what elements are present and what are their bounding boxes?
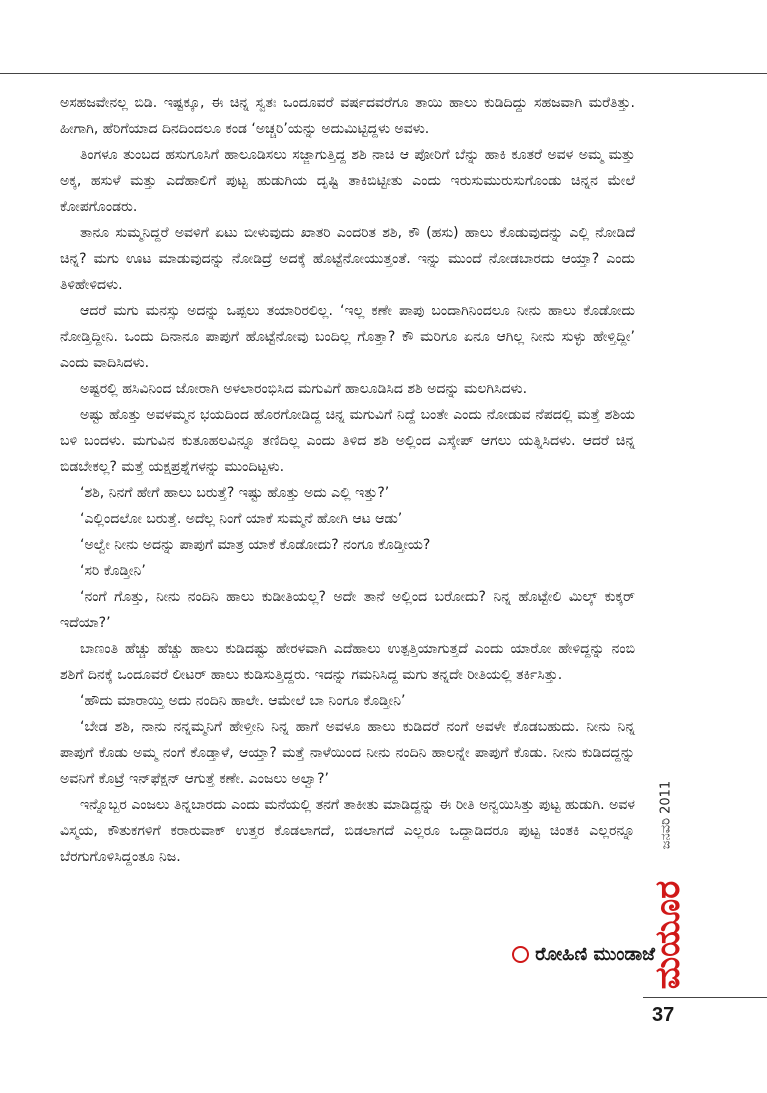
paragraph: ಅಸಹಜವೇನಲ್ಲ ಬಿಡಿ. ಇಷ್ಟಕ್ಕೂ, ಈ ಚಿನ್ನ ಸ್ವತಃ ಒಂದೂವರೆ ವರ್ಷದವರೆಗೂ ತಾಯಿ ಹಾಲು ಕುಡಿದಿದ್ದು ಸಹಜವಾಗಿ ಮರೆತಿತ್ತು. ಹೀಗಾಗಿ, ಹೆರಿಗೆಯಾದ ದಿನದಿಂದಲೂ ಕಂಡ ‘ಅಚ್ಚರಿ’ಯನ್ನು ಅದುಮಿಟ್ಟಿದ್ದಳು ಅವಳು. bbox=[60, 95, 635, 137]
footer-divider bbox=[643, 997, 767, 998]
paragraph: ಅಷ್ಟು ಹೊತ್ತು ಅವಳಮ್ಮನ ಭಯದಿಂದ ಹೊರಗೋಡಿದ್ದ ಚಿನ್ನ ಮಗುವಿಗೆ ನಿದ್ದೆ ಬಂತೇ ಎಂದು ನೋಡುವ ನೆಪದಲ್ಲಿ ಮತ್ತೆ ಶಶಿಯ ಬಳಿ ಬಂದಳು. ಮಗುವಿನ ಕುತೂಹಲವಿನ್ನೂ ತಣಿದಿಲ್ಲ ಎಂದು ತಿಳಿದ ಶಶಿ ಅಲ್ಲಿಂದ ಎಸ್ಕೇಪ್ ಆಗಲು ಯತ್ನಿಸಿದಳು. ಆದರೆ ಚಿನ್ನ ಬಿಡಬೇಕಲ್ಲ? ಮತ್ತೆ ಯಕ್ಷಪ್ರಶ್ನೆಗಳನ್ನು ಮುಂದಿಟ್ಟಳು. bbox=[60, 407, 635, 475]
paragraph: ಅಷ್ಟರಲ್ಲಿ ಹಸಿವಿನಿಂದ ಜೋರಾಗಿ ಅಳಲಾರಂಭಿಸಿದ ಮಗುವಿಗೆ ಹಾಲೂಡಿಸಿದ ಶಶಿ ಅದನ್ನು ಮಲಗಿಸಿದಳು. bbox=[80, 381, 528, 397]
paragraph: ತಾನೂ ಸುಮ್ಮನಿದ್ದರೆ ಅವಳಿಗೆ ಏಟು ಬೀಳುವುದು ಖಾತರಿ ಎಂದರಿತ ಶಶಿ, ಕೌ (ಹಸು) ಹಾಲು ಕೊಡುವುದನ್ನು ಎಲ್ಲಿ ನೋಡಿದೆ ಚಿನ್ನ? ಮಗು ಊಟ ಮಾಡುವುದನ್ನು ನೋಡಿದ್ರೆ ಅದಕ್ಕೆ ಹೊಟ್ಟೆನೋಯುತ್ತಂತೆ. ಇನ್ನು ಮುಂದೆ ನೋಡಬಾರದು ಆಯ್ತಾ? ಎಂದು ತಿಳಿಹೇಳಿದಳು. bbox=[60, 225, 635, 293]
paragraph: ‘ಸರಿ ಕೊಡ್ತೀನಿ’ bbox=[80, 563, 146, 579]
paragraph: ಆದರೆ ಮಗು ಮನಸ್ಸು ಅದನ್ನು ಒಪ್ಪಲು ತಯಾರಿರಲಿಲ್ಲ. ‘ಇಲ್ಲ ಕಣೇ ಪಾಪು ಬಂದಾಗಿನಿಂದಲೂ ನೀನು ಹಾಲು ಕೊಡೋದು ನೋಡ್ತಿದ್ದೀನಿ. ಒಂದು ದಿನಾನೂ ಪಾಪುಗೆ ಹೊಟ್ಟೆನೋವು ಬಂದಿಲ್ಲ ಗೊತ್ತಾ? ಕೌ ಮರಿಗೂ ಏನೂ ಆಗಿಲ್ಲ ನೀನು ಸುಳ್ಳು ಹೇಳ್ತಿದ್ದೀ’ ಎಂದು ವಾದಿಸಿದಳು. bbox=[60, 303, 635, 371]
magazine-logo bbox=[646, 880, 690, 990]
paragraph: ಇನ್ನೊಬ್ಬರ ಎಂಜಲು ತಿನ್ನಬಾರದು ಎಂದು ಮನೆಯಲ್ಲಿ ತನಗೆ ತಾಕೀತು ಮಾಡಿದ್ದನ್ನು ಈ ರೀತಿ ಅನ್ವಯಿಸಿತ್ತು ಪುಟ್ಟ ಹುಡುಗಿ. ಅವಳ ವಿಸ್ಮಯ, ಕೌತುಕಗಳಿಗೆ ಕರಾರುವಾಕ್ ಉತ್ತರ ಕೊಡಲಾಗದೆ, ಬಿಡಲಾಗದೆ ಎಲ್ಲರೂ ಒದ್ದಾಡಿದರೂ ಪುಟ್ಟ ಚಿಂತಕಿ ಎಲ್ಲರನ್ನೂ ಬೆರಗುಗೊಳಿಸಿದ್ದಂತೂ ನಿಜ. bbox=[60, 797, 635, 865]
article-body bbox=[60, 90, 635, 870]
magazine-logo-text: ಮಯೂರ bbox=[648, 880, 688, 990]
issue-date bbox=[652, 760, 680, 870]
paragraph: ‘ಅಲ್ವೇ ನೀನು ಅದನ್ನು ಪಾಪುಗೆ ಮಾತ್ರ ಯಾಕೆ ಕೊಡೋದು? ನಂಗೂ ಕೊಡ್ತೀಯ? bbox=[80, 537, 431, 553]
page-number: 37 bbox=[652, 1004, 675, 1026]
issue-date-text: ಜನವರಿ 2011 bbox=[658, 780, 674, 850]
paragraph: ‘ಹೌದು ಮಾರಾಯ್ತಿ ಅದು ನಂದಿನಿ ಹಾಲೇ. ಆಮೇಲೆ ಬಾ ನಿಂಗೂ ಕೊಡ್ತೀನಿ’ bbox=[80, 693, 406, 709]
paragraph: ಬಾಣಂತಿ ಹೆಚ್ಚು ಹೆಚ್ಚು ಹಾಲು ಕುಡಿದಷ್ಟು ಹೇರಳವಾಗಿ ಎದೆಹಾಲು ಉತ್ಪತ್ತಿಯಾಗುತ್ತದೆ ಎಂದು ಯಾರೋ ಹೇಳಿದ್ದನ್ನು ನಂಬಿ ಶಶಿಗೆ ದಿನಕ್ಕೆ ಒಂದೂವರೆ ಲೀಟರ್ ಹಾಲು ಕುಡಿಸುತ್ತಿದ್ದರು. ಇದನ್ನು ಗಮನಿಸಿದ್ದ ಮಗು ತನ್ನದೇ ರೀತಿಯಲ್ಲಿ ತರ್ಕಿಸಿತ್ತು. bbox=[60, 641, 635, 683]
author-name: ರೋಹಿಣಿ ಮುಂಡಾಜೆ bbox=[535, 944, 655, 965]
paragraph: ‘ಶಶಿ, ನಿನಗೆ ಹೇಗೆ ಹಾಲು ಬರುತ್ತೆ? ಇಷ್ಟು ಹೊತ್ತು ಅದು ಎಲ್ಲಿ ಇತ್ತು?’ bbox=[80, 485, 390, 501]
paragraph: ‘ಬೇಡ ಶಶಿ, ನಾನು ನನ್ನಮ್ಮನಿಗೆ ಹೇಳ್ತೀನಿ ನಿನ್ನ ಹಾಗೆ ಅವಳೂ ಹಾಲು ಕುಡಿದರೆ ನಂಗೆ ಅವಳೇ ಕೊಡಬಹುದು. ನೀನು ನಿನ್ನ ಪಾಪುಗೆ ಕೊಡು ಅಮ್ಮ ನಂಗೆ ಕೊಡ್ತಾಳೆ, ಆಯ್ತಾ? ಮತ್ತೆ ನಾಳೆಯಿಂದ ನೀನು ನಂದಿನಿ ಹಾಲನ್ನೇ ಪಾಪುಗೆ ಕೊಡು. ನೀನು ಕುಡಿದದ್ದನ್ನು ಅವನಿಗೆ ಕೊಟ್ರೆ ಇನ್‌ಫೆಕ್ಷನ್ ಆಗುತ್ತೆ ಕಣೇ. ಎಂಜಲು ಅಲ್ವಾ?’ bbox=[60, 719, 635, 787]
paragraph: ‘ನಂಗೆ ಗೊತ್ತು, ನೀನು ನಂದಿನಿ ಹಾಲು ಕುಡೀತಿಯಲ್ಲ? ಅದೇ ತಾನೆ ಅಲ್ಲಿಂದ ಬರೋದು? ನಿನ್ನ ಹೊಟ್ಟೇಲಿ ಮಿಲ್ಕ್ ಕುಕ್ಕರ್ ಇದೆಯಾ?’ bbox=[60, 589, 635, 631]
circle-bullet-icon bbox=[512, 946, 529, 963]
paragraph: ತಿಂಗಳೂ ತುಂಬದ ಹಸುಗೂಸಿಗೆ ಹಾಲೂಡಿಸಲು ಸಜ್ಜಾಗುತ್ತಿದ್ದ ಶಶಿ ನಾಚಿ ಆ ಪೋರಿಗೆ ಬೆನ್ನು ಹಾಕಿ ಕೂತರೆ ಅವಳ ಅಮ್ಮ ಮತ್ತು ಅಕ್ಕ, ಹಸುಳೆ ಮತ್ತು ಎದೆಹಾಲಿಗೆ ಪುಟ್ಟ ಹುಡುಗಿಯ ದೃಷ್ಟಿ ತಾಕಿಬಿಟ್ಟೀತು ಎಂದು ಇರುಸುಮುರುಸುಗೊಂಡು ಚಿನ್ನನ ಮೇಲೆ ಕೋಪಗೊಂಡರು. bbox=[60, 147, 635, 215]
paragraph: ‘ಎಲ್ಲಿಂದಲೋ ಬರುತ್ತೆ. ಅದೆಲ್ಲ ನಿಂಗೆ ಯಾಕೆ ಸುಮ್ಮನೆ ಹೋಗಿ ಆಟ ಆಡು’ bbox=[80, 511, 403, 527]
author-byline bbox=[512, 944, 655, 965]
top-divider bbox=[0, 73, 767, 74]
